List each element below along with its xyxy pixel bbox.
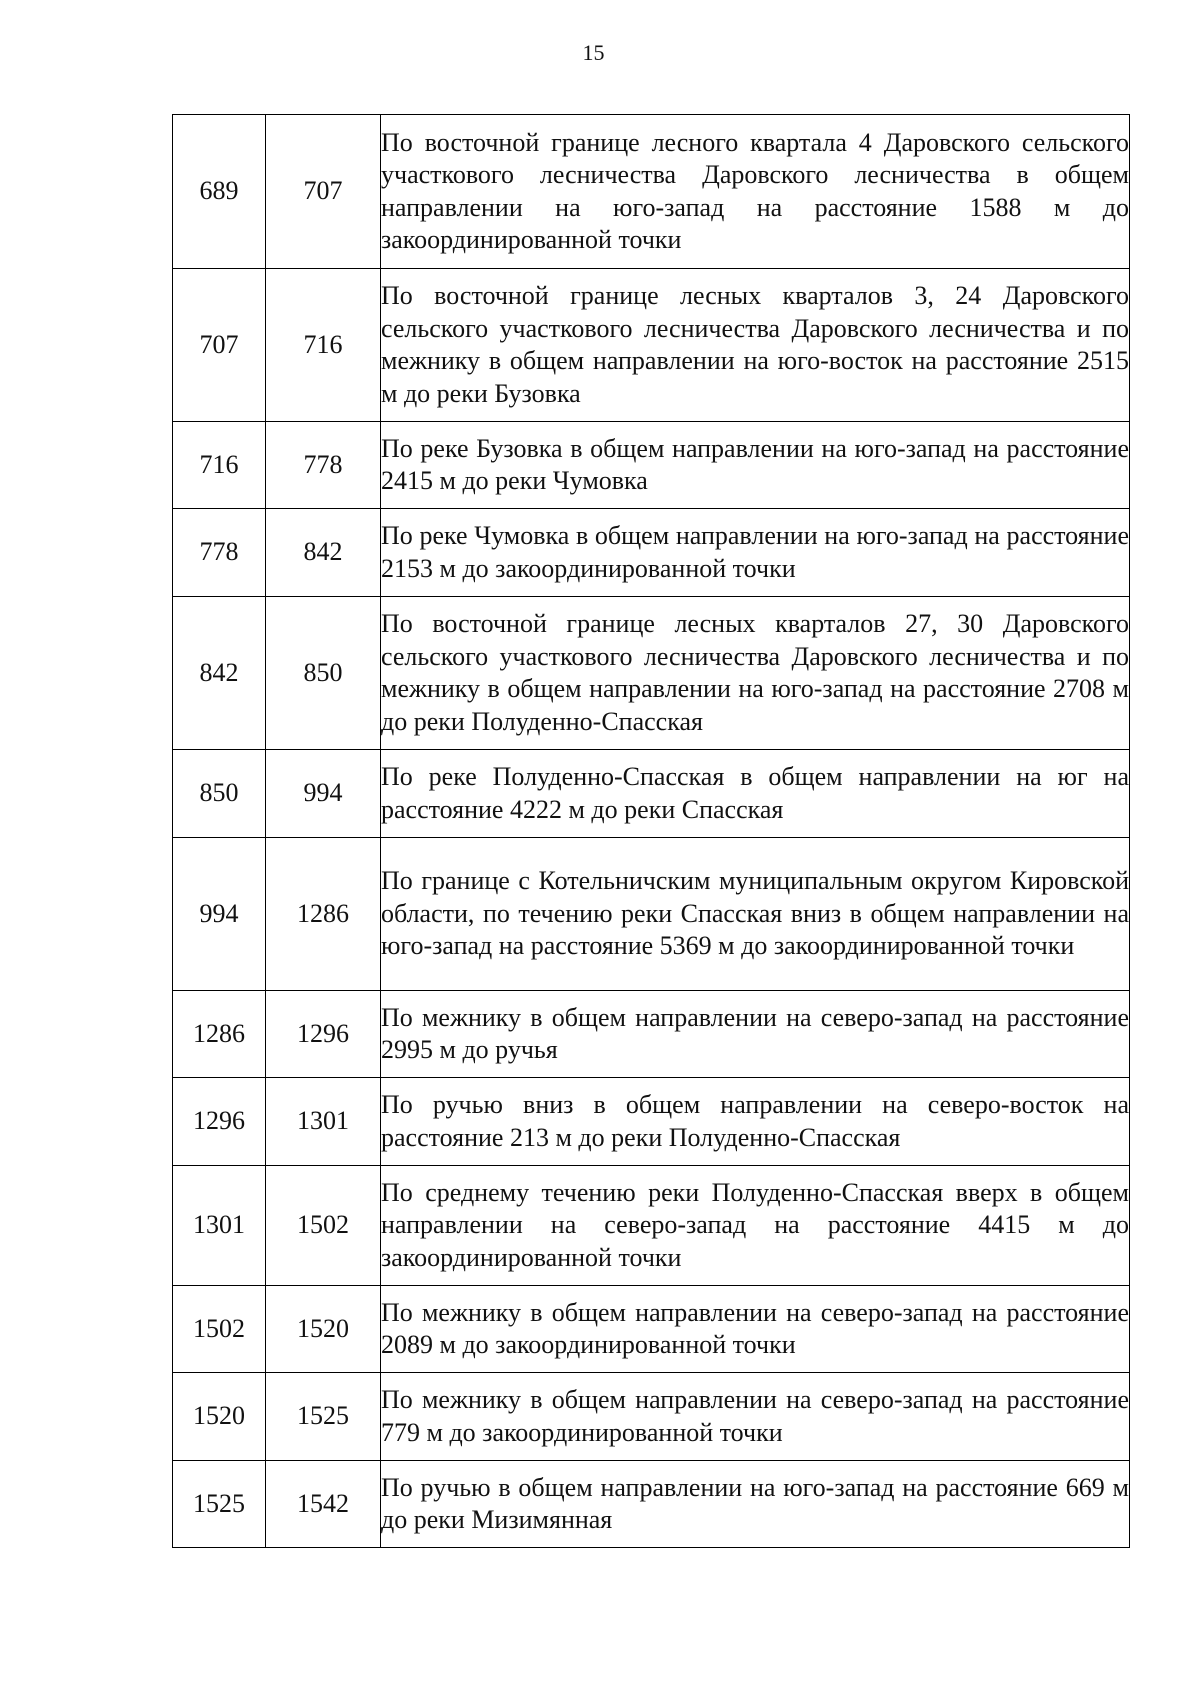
table-row <box>173 597 1130 750</box>
to-point-cell: 1502 <box>266 1166 381 1286</box>
to-point-cell: 707 <box>266 115 381 269</box>
description-cell: По ручью в общем направлении на юго-запад на расстояние 669 м до реки Мизимянная <box>381 1461 1130 1548</box>
table-row <box>173 1461 1130 1548</box>
table-row <box>173 509 1130 597</box>
from-point-cell: 994 <box>173 838 266 991</box>
table-row <box>173 1078 1130 1166</box>
table-row <box>173 422 1130 509</box>
table-row <box>173 1286 1130 1373</box>
description-cell: По межнику в общем направлении на северо-запад на расстояние 2995 м до ручья <box>381 991 1130 1078</box>
description-cell: По реке Полуденно-Спасская в общем направлении на юг на расстояние 4222 м до реки Спасская <box>381 750 1130 838</box>
from-point-cell: 707 <box>173 269 266 422</box>
description-cell: По восточной границе лесных кварталов 3, 24 Даровского сельского участкового лесничества Даровского лесничества и по межнику в общем направлении на юго-восток на расстояние 2515 м до реки Бузовка <box>381 269 1130 422</box>
table-row <box>173 115 1130 269</box>
from-point-cell: 1520 <box>173 1373 266 1461</box>
table-row <box>173 750 1130 838</box>
to-point-cell: 1542 <box>266 1461 381 1548</box>
boundary-table <box>172 114 1130 1548</box>
description-cell: По границе с Котельничским муниципальным округом Кировской области, по течению реки Спасская вниз в общем направлении на юго-запад на расстояние 5369 м до закоординированной точки <box>381 838 1130 991</box>
table-row <box>173 1373 1130 1461</box>
description-cell: По ручью вниз в общем направлении на северо-восток на расстояние 213 м до реки Полуденно-Спасская <box>381 1078 1130 1166</box>
from-point-cell: 689 <box>173 115 266 269</box>
from-point-cell: 1301 <box>173 1166 266 1286</box>
table-row <box>173 838 1130 991</box>
table-row <box>173 991 1130 1078</box>
description-cell: По межнику в общем направлении на северо-запад на расстояние 2089 м до закоординированной точки <box>381 1286 1130 1373</box>
description-cell: По восточной границе лесных кварталов 27, 30 Даровского сельского участкового лесничества Даровского лесничества и по межнику в общем направлении на юго-запад на расстояние 2708 м до реки Полуденно-Спасская <box>381 597 1130 750</box>
description-cell: По межнику в общем направлении на северо-запад на расстояние 779 м до закоординированной точки <box>381 1373 1130 1461</box>
to-point-cell: 850 <box>266 597 381 750</box>
from-point-cell: 1296 <box>173 1078 266 1166</box>
from-point-cell: 1502 <box>173 1286 266 1373</box>
description-cell: По восточной границе лесного квартала 4 Даровского сельского участкового лесничества Даровского лесничества в общем направлении на юго-запад на расстояние 1588 м до закоординированной точки <box>381 115 1130 269</box>
from-point-cell: 1286 <box>173 991 266 1078</box>
from-point-cell: 778 <box>173 509 266 597</box>
from-point-cell: 1525 <box>173 1461 266 1548</box>
to-point-cell: 716 <box>266 269 381 422</box>
to-point-cell: 1296 <box>266 991 381 1078</box>
from-point-cell: 716 <box>173 422 266 509</box>
to-point-cell: 842 <box>266 509 381 597</box>
to-point-cell: 994 <box>266 750 381 838</box>
description-cell: По реке Чумовка в общем направлении на юго-запад на расстояние 2153 м до закоординированной точки <box>381 509 1130 597</box>
to-point-cell: 778 <box>266 422 381 509</box>
to-point-cell: 1286 <box>266 838 381 991</box>
description-cell: По реке Бузовка в общем направлении на юго-запад на расстояние 2415 м до реки Чумовка <box>381 422 1130 509</box>
table-row <box>173 269 1130 422</box>
to-point-cell: 1520 <box>266 1286 381 1373</box>
to-point-cell: 1525 <box>266 1373 381 1461</box>
from-point-cell: 842 <box>173 597 266 750</box>
page-number: 15 <box>582 40 605 65</box>
table-row <box>173 1166 1130 1286</box>
from-point-cell: 850 <box>173 750 266 838</box>
to-point-cell: 1301 <box>266 1078 381 1166</box>
description-cell: По среднему течению реки Полуденно-Спасская вверх в общем направлении на северо-запад на расстояние 4415 м до закоординированной точки <box>381 1166 1130 1286</box>
